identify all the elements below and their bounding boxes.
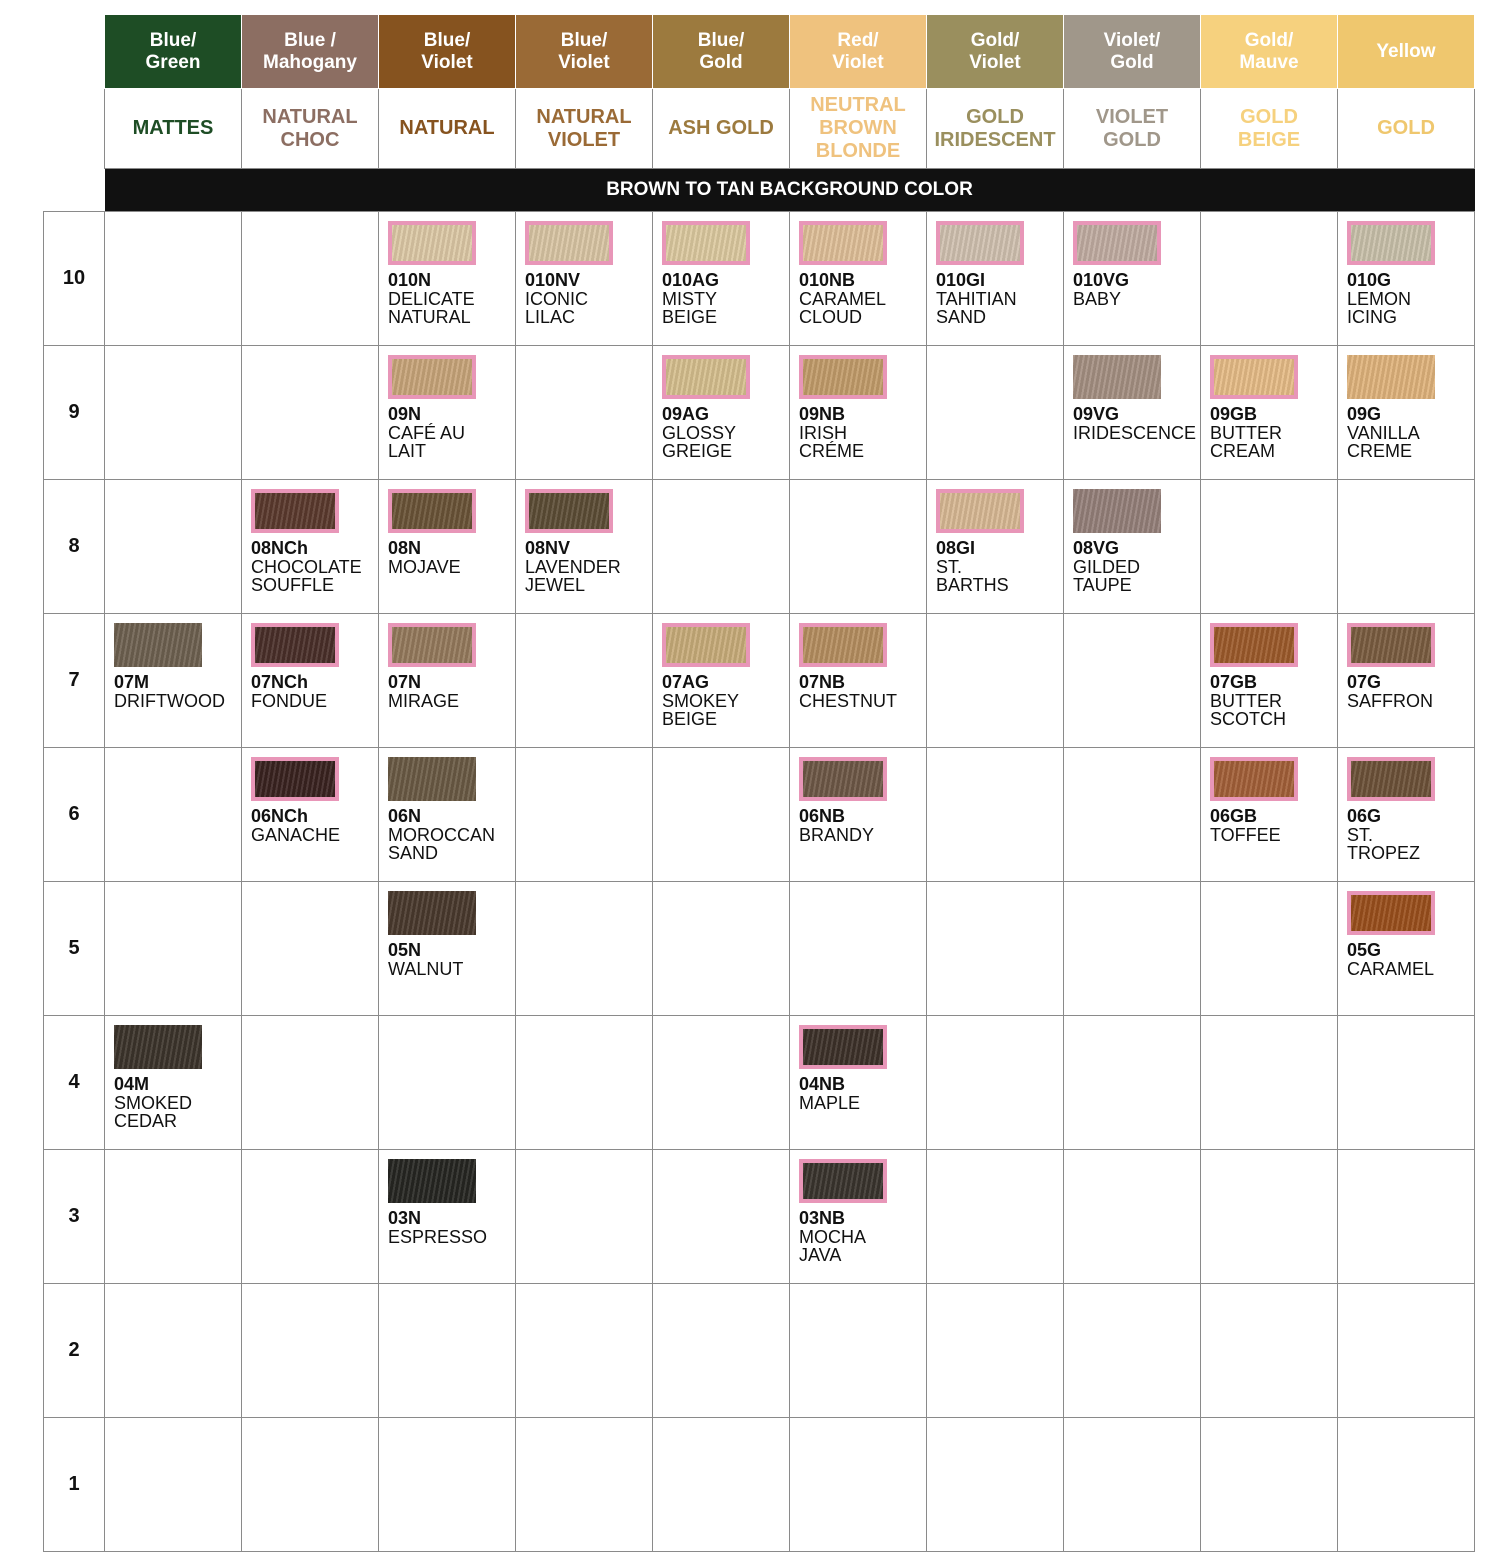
hair-swatch [388,623,476,667]
undertone-row [44,15,1475,89]
shade-cell [1064,346,1201,480]
shade-cell [653,614,790,748]
shade-cell [790,346,927,480]
level-row [44,748,1475,882]
empty-cell [1201,1150,1338,1284]
shade-card[interactable] [1201,748,1337,844]
empty-cell [1201,882,1338,1016]
empty-cell [927,748,1064,882]
empty-cell [242,346,379,480]
shade-name: CHOCOLATE SOUFFLE [251,557,362,595]
hair-swatch [251,489,339,533]
hair-swatch [1347,757,1435,801]
hair-swatch [388,757,476,801]
family-header: GOLD BEIGE [1201,89,1338,169]
shade-code: 04M [114,1074,150,1094]
shade-card[interactable] [379,614,515,710]
shade-code: 08VG [1073,538,1120,558]
shade-cell [1338,346,1475,480]
hair-swatch [799,1159,887,1203]
hair-color-chart [43,14,1475,1552]
shade-cell [1064,480,1201,614]
shade-name: MOROCCAN SAND [388,825,495,863]
shade-code: 010G [1347,270,1392,290]
empty-cell [242,882,379,1016]
empty-cell [105,1284,242,1418]
shade-name: WALNUT [388,959,464,979]
shade-name: LAVENDER JEWEL [525,557,621,595]
undertone-header: Blue / Mahogany [242,15,379,89]
shade-code: 07NCh [251,672,309,692]
shade-cell [516,480,653,614]
shade-card[interactable] [1201,614,1337,728]
hair-swatch [1210,623,1298,667]
shade-name: SMOKED CEDAR [114,1093,193,1131]
hair-swatch [799,623,887,667]
shade-code: 03NB [799,1208,846,1228]
level-label: 7 [44,614,105,748]
shade-card[interactable] [1064,212,1200,308]
shade-code: 07AG [662,672,710,692]
shade-cell [1338,212,1475,346]
shade-card[interactable] [1338,346,1474,460]
undertone-header: Gold/ Violet [927,15,1064,89]
corner-blank [44,15,105,89]
undertone-header: Yellow [1338,15,1475,89]
empty-cell [242,1150,379,1284]
shade-name: SAFFRON [1347,691,1434,711]
shade-code: 09VG [1073,404,1120,424]
shade-code: 08GI [936,538,976,558]
shade-cell [1338,748,1475,882]
empty-cell [242,1418,379,1552]
empty-cell [927,346,1064,480]
shade-cell [1201,346,1338,480]
shade-code: 08NV [525,538,571,558]
level-row [44,1016,1475,1150]
empty-cell [653,480,790,614]
empty-cell [653,748,790,882]
shade-name: VANILLA CREME [1347,423,1420,461]
undertone-header: Blue/ Violet [379,15,516,89]
shade-name: BUTTER SCOTCH [1210,691,1286,729]
empty-cell [1064,1016,1201,1150]
shade-cell [653,212,790,346]
shade-card[interactable] [379,1150,515,1246]
shade-card[interactable] [516,480,652,594]
shade-code: 010NV [525,270,581,290]
shade-name: MOJAVE [388,557,461,577]
shade-card[interactable] [379,748,515,862]
background-color-bar: BROWN TO TAN BACKGROUND COLOR [105,169,1475,212]
shade-card[interactable] [790,346,926,460]
level-label: 10 [44,212,105,346]
shade-name: SMOKEY BEIGE [662,691,740,729]
shade-code: 09AG [662,404,710,424]
shade-card[interactable] [242,480,378,594]
hair-swatch [388,891,476,935]
empty-cell [790,1284,927,1418]
hair-swatch [936,489,1024,533]
family-row [44,89,1475,169]
shade-cell [379,748,516,882]
shade-card[interactable] [1064,346,1200,442]
shade-cell [1338,882,1475,1016]
shade-name: BRANDY [799,825,875,845]
empty-cell [790,882,927,1016]
shade-code: 07G [1347,672,1382,692]
empty-cell [516,614,653,748]
empty-cell [242,1016,379,1150]
hair-swatch [388,221,476,265]
shade-name: TOFFEE [1210,825,1281,845]
empty-cell [105,1150,242,1284]
hair-swatch [799,355,887,399]
undertone-header: Blue/ Violet [516,15,653,89]
empty-cell [516,1418,653,1552]
empty-cell [927,1418,1064,1552]
shade-name: ST. TROPEZ [1347,825,1421,863]
hair-swatch [114,623,202,667]
shade-card[interactable] [105,1016,241,1130]
empty-cell [1338,480,1475,614]
shade-cell [790,1016,927,1150]
empty-cell [1201,1418,1338,1552]
hair-swatch [662,623,750,667]
hair-swatch [1347,355,1435,399]
empty-cell [516,1016,653,1150]
shade-code: 06NB [799,806,846,826]
shade-card[interactable] [379,882,515,978]
hair-swatch [525,489,613,533]
shade-cell [105,1016,242,1150]
empty-cell [105,346,242,480]
shade-code: 07NB [799,672,846,692]
empty-cell [653,1150,790,1284]
shade-name: MAPLE [799,1093,861,1113]
shade-cell [1201,614,1338,748]
shade-cell [1064,212,1201,346]
shade-card[interactable] [790,1150,926,1264]
shade-cell [927,480,1064,614]
hair-swatch [662,221,750,265]
hair-swatch [1210,757,1298,801]
hair-swatch [799,1025,887,1069]
shade-name: TAHITIAN SAND [936,289,1017,327]
shade-card[interactable] [1064,480,1200,594]
undertone-header: Red/ Violet [790,15,927,89]
shade-code: 06NCh [251,806,309,826]
shade-card[interactable] [927,212,1063,326]
shade-card[interactable] [790,1016,926,1112]
hair-swatch [799,221,887,265]
shade-code: 09N [388,404,422,424]
shade-cell [379,614,516,748]
shade-name: CHESTNUT [799,691,897,711]
shade-code: 06N [388,806,422,826]
empty-cell [653,882,790,1016]
shade-name: CARAMEL [1347,959,1435,979]
undertone-header: Gold/ Mauve [1201,15,1338,89]
level-row [44,1418,1475,1552]
empty-cell [1201,1284,1338,1418]
empty-cell [653,1284,790,1418]
empty-cell [242,1284,379,1418]
shade-name: ST. BARTHS [936,557,1009,595]
empty-cell [1338,1016,1475,1150]
level-label: 8 [44,480,105,614]
hair-swatch [388,355,476,399]
corner-blank [44,89,105,169]
family-header: MATTES [105,89,242,169]
hair-swatch [799,757,887,801]
family-header: GOLD IRIDESCENT [927,89,1064,169]
shade-name: IRISH CRÉME [799,423,865,461]
shade-name: MIRAGE [388,691,460,711]
shade-code: 04NB [799,1074,846,1094]
shade-card[interactable] [653,212,789,326]
level-row [44,1284,1475,1418]
shade-card[interactable] [516,212,652,326]
shade-cell [790,212,927,346]
hair-swatch [114,1025,202,1069]
shade-name: DELICATE NATURAL [388,289,475,327]
empty-cell [927,1016,1064,1150]
shade-name: GLOSSY GREIGE [662,423,737,461]
hair-swatch [1347,623,1435,667]
family-header: NATURAL VIOLET [516,89,653,169]
shade-card[interactable] [379,346,515,460]
level-label: 5 [44,882,105,1016]
shade-card[interactable] [653,614,789,728]
shade-cell [379,480,516,614]
shade-card[interactable] [1338,212,1474,326]
shade-cell [653,346,790,480]
empty-cell [516,748,653,882]
shade-cell [242,480,379,614]
shade-cell [516,212,653,346]
empty-cell [790,480,927,614]
empty-cell [1201,480,1338,614]
shade-code: 07N [388,672,422,692]
empty-cell [105,1418,242,1552]
shade-card[interactable] [242,614,378,710]
empty-cell [105,748,242,882]
shade-code: 010N [388,270,432,290]
shade-cell [105,614,242,748]
empty-cell [790,1418,927,1552]
empty-cell [105,212,242,346]
hair-swatch [388,1159,476,1203]
shade-name: CAFÉ AU LAIT [388,423,466,461]
level-label: 3 [44,1150,105,1284]
shade-code: 010AG [662,270,720,290]
level-row [44,480,1475,614]
level-label: 6 [44,748,105,882]
shade-cell [1201,748,1338,882]
shade-code: 08N [388,538,422,558]
empty-cell [516,346,653,480]
shade-name: DRIFTWOOD [114,691,225,711]
shade-code: 06GB [1210,806,1258,826]
level-label: 9 [44,346,105,480]
shade-cell [242,614,379,748]
hair-swatch [1073,489,1161,533]
empty-cell [105,882,242,1016]
shade-code: 09NB [799,404,846,424]
level-row [44,882,1475,1016]
shade-code: 010NB [799,270,856,290]
shade-code: 07M [114,672,150,692]
shade-name: LEMON ICING [1347,289,1412,327]
empty-cell [927,614,1064,748]
shade-cell [379,1150,516,1284]
shade-cell [790,614,927,748]
empty-cell [653,1016,790,1150]
shade-name: MOCHA JAVA [799,1227,866,1265]
shade-card[interactable] [653,346,789,460]
empty-cell [1201,212,1338,346]
hair-swatch [1210,355,1298,399]
shade-code: 010VG [1073,270,1130,290]
hair-swatch [1073,221,1161,265]
shade-cell [379,346,516,480]
shade-code: 010GI [936,270,986,290]
empty-cell [927,882,1064,1016]
family-header: NEUTRAL BROWN BLONDE [790,89,927,169]
empty-cell [1064,1284,1201,1418]
shade-cell [379,212,516,346]
background-bar-row [44,169,1475,212]
shade-name: BUTTER CREAM [1210,423,1282,461]
shade-name: ESPRESSO [388,1227,488,1247]
shade-name: GILDED TAUPE [1073,557,1141,595]
empty-cell [927,1284,1064,1418]
empty-cell [927,1150,1064,1284]
shade-code: 03N [388,1208,422,1228]
shade-cell [790,1150,927,1284]
shade-name: GANACHE [251,825,341,845]
empty-cell [379,1418,516,1552]
hair-swatch [251,623,339,667]
shade-name: ICONIC LILAC [525,289,588,327]
shade-card[interactable] [1338,614,1474,710]
hair-swatch [388,489,476,533]
level-row [44,346,1475,480]
empty-cell [379,1016,516,1150]
hair-swatch [1347,891,1435,935]
shade-code: 09GB [1210,404,1258,424]
shade-card[interactable] [1338,748,1474,862]
level-row [44,614,1475,748]
hair-swatch [662,355,750,399]
hair-swatch [936,221,1024,265]
undertone-header: Blue/ Green [105,15,242,89]
shade-card[interactable] [379,480,515,576]
level-row [44,212,1475,346]
undertone-header: Blue/ Gold [653,15,790,89]
family-header: VIOLET GOLD [1064,89,1201,169]
shade-card[interactable] [927,480,1063,594]
shade-name: MISTY BEIGE [662,289,718,327]
empty-cell [1201,1016,1338,1150]
empty-cell [1064,748,1201,882]
family-header: NATURAL CHOC [242,89,379,169]
shade-cell [1338,614,1475,748]
shade-card[interactable] [379,212,515,326]
empty-cell [1338,1150,1475,1284]
hair-swatch [1347,221,1435,265]
shade-name: CARAMEL CLOUD [799,289,887,327]
level-label: 4 [44,1016,105,1150]
shade-code: 07GB [1210,672,1258,692]
shade-cell [790,748,927,882]
corner-blank [44,169,105,212]
empty-cell [242,212,379,346]
shade-cell [242,748,379,882]
shade-code: 09G [1347,404,1382,424]
empty-cell [516,882,653,1016]
hair-swatch [525,221,613,265]
shade-card[interactable] [1338,882,1474,978]
family-header: NATURAL [379,89,516,169]
shade-card[interactable] [790,748,926,844]
level-label: 2 [44,1284,105,1418]
shade-card[interactable] [790,614,926,710]
shade-name: FONDUE [251,691,327,711]
empty-cell [1064,1150,1201,1284]
chart-body [44,15,1475,1552]
empty-cell [105,480,242,614]
shade-code: 06G [1347,806,1382,826]
shade-cell [379,882,516,1016]
hair-swatch [251,757,339,801]
empty-cell [1338,1284,1475,1418]
family-header: GOLD [1338,89,1475,169]
family-header: ASH GOLD [653,89,790,169]
level-label: 1 [44,1418,105,1552]
shade-name: BABY [1073,289,1122,309]
empty-cell [1338,1418,1475,1552]
shade-card[interactable] [105,614,241,710]
shade-card[interactable] [790,212,926,326]
empty-cell [1064,1418,1201,1552]
empty-cell [379,1284,516,1418]
empty-cell [516,1150,653,1284]
empty-cell [653,1418,790,1552]
shade-code: 05N [388,940,422,960]
shade-cell [927,212,1064,346]
undertone-header: Violet/ Gold [1064,15,1201,89]
level-row [44,1150,1475,1284]
shade-code: 05G [1347,940,1382,960]
shade-name: IRIDESCENCE [1073,423,1197,443]
empty-cell [1064,614,1201,748]
shade-card[interactable] [1201,346,1337,460]
shade-code: 08NCh [251,538,309,558]
empty-cell [516,1284,653,1418]
shade-card[interactable] [242,748,378,844]
empty-cell [1064,882,1201,1016]
hair-swatch [1073,355,1161,399]
